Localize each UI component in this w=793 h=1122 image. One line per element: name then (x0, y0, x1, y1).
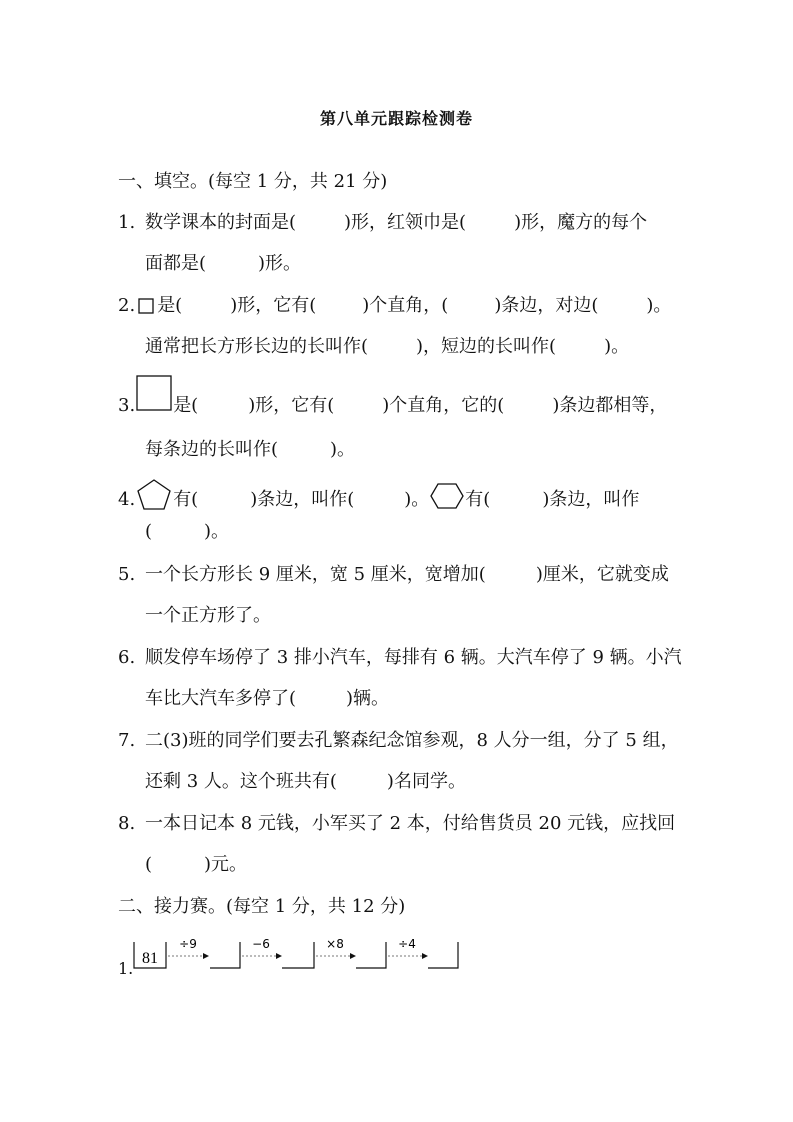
relay-diagram (118, 934, 478, 984)
section1-heading: 一、填空。(每空 1 分，共 21 分) (118, 171, 388, 192)
question-5-number: 5. (118, 564, 136, 585)
q2-text-g: )，短边的长叫作( (416, 336, 557, 357)
q1-text-b: )形，红领巾是( (344, 212, 467, 233)
q3-text-d: )条边都相等， (552, 395, 668, 416)
question-4-line-1 (118, 488, 639, 512)
q2-text-h: )。 (604, 336, 630, 357)
q8-text-a: 一本日记本 8 元钱，小军买了 2 本，付给售货员 20 元钱，应找回 (145, 813, 676, 834)
q5-text-b: )厘米，它就变成 (535, 564, 669, 585)
relay-op-1: ÷9 (179, 937, 197, 951)
question-8-line-1 (118, 812, 675, 836)
question-6-line-1 (118, 646, 682, 670)
q3-text-a: 是( (173, 395, 199, 416)
q4-text-c: )。 (404, 489, 430, 510)
q2-text-c: )个直角，( (362, 295, 449, 316)
page-title: 第八单元跟踪检测卷 (319, 109, 473, 128)
question-1-line-2 (145, 252, 301, 276)
question-2-line-1 (118, 294, 671, 318)
question-4-line-2 (145, 520, 229, 544)
q1-text-c: )形，魔方的每个 (514, 212, 648, 233)
question-3-line-2 (145, 438, 355, 462)
q1-text-e: )形。 (258, 253, 302, 274)
relay-answer-box-1[interactable] (210, 942, 240, 968)
small-square-icon (135, 297, 157, 315)
q2-text-d: )条边，对边( (494, 295, 599, 316)
q2-text-b: )形，它有( (230, 295, 317, 316)
question-4-number: 4. (118, 489, 136, 510)
question-6-number: 6. (118, 647, 136, 668)
relay-chain (118, 934, 478, 984)
q3-text-e: 每条边的长叫作( (145, 439, 279, 460)
q1-text-d: 面都是( (145, 253, 207, 274)
relay-op-3: ×8 (326, 937, 344, 951)
q8-text-c: )元。 (204, 854, 248, 875)
relay-step-2 (242, 937, 282, 959)
q7-text-b: 还剩 3 人。这个班共有( (145, 771, 337, 792)
question-7-line-1 (118, 729, 679, 753)
question-6-line-2 (145, 687, 389, 711)
pentagon-icon (135, 478, 173, 512)
q7-text-c: )名同学。 (386, 771, 466, 792)
relay-answer-box-4[interactable] (428, 942, 458, 968)
relay-answer-box-3[interactable] (356, 942, 386, 968)
relay-start-box (134, 942, 166, 968)
relay-op-4: ÷4 (398, 937, 416, 951)
q4-text-g: )。 (204, 521, 230, 542)
q4-text-f: ( (145, 521, 153, 542)
q1-text-a: 数学课本的封面是( (145, 212, 297, 233)
q3-text-f: )。 (330, 439, 356, 460)
q2-text-a: 是( (157, 295, 183, 316)
question-3-line-1 (118, 394, 667, 418)
relay-step-4 (388, 937, 428, 959)
question-1-number: 1. (118, 212, 136, 233)
relay-op-2: −6 (252, 937, 270, 951)
q2-text-e: )。 (646, 295, 672, 316)
question-7-number: 7. (118, 730, 136, 751)
square-shape-icon (135, 374, 173, 412)
q4-text-a: 有( (173, 489, 199, 510)
q6-text-b: 车比大汽车多停了( (145, 688, 297, 709)
hexagon-icon (429, 481, 465, 511)
question-8-number: 8. (118, 813, 136, 834)
q3-text-c: )个直角，它的( (382, 395, 505, 416)
q5-text-a: 一个长方形长 9 厘米，宽 5 厘米，宽增加( (145, 564, 486, 585)
question-8-line-2 (145, 853, 247, 877)
q3-text-b: )形，它有( (248, 395, 335, 416)
q8-text-b: ( (145, 854, 153, 875)
question-2-line-2 (145, 335, 629, 359)
relay-step-1 (168, 937, 209, 959)
q4-text-e: )条边，叫作 (542, 489, 640, 510)
question-3-number: 3. (118, 395, 136, 416)
question-5-line-1 (118, 563, 669, 587)
relay-answer-box-2[interactable] (282, 942, 314, 968)
q6-text-a: 顺发停车场停了 3 排小汽车，每排有 6 辆。大汽车停了 9 辆。小汽 (145, 647, 682, 668)
q4-text-b: )条边，叫作( (250, 489, 355, 510)
question-5-line-2: 一个正方形了。 (145, 605, 271, 626)
question-2-number: 2. (118, 295, 136, 316)
q2-text-f: 通常把长方形长边的长叫作( (145, 336, 369, 357)
relay-start-value: 81 (142, 950, 158, 967)
relay-step-3 (316, 937, 356, 959)
q4-text-d: 有( (465, 489, 491, 510)
question-1-line-1 (118, 211, 647, 235)
relay-question-number: 1. (118, 959, 134, 978)
q6-text-c: )辆。 (346, 688, 390, 709)
question-7-line-2 (145, 770, 466, 794)
q7-text-a: 二(3)班的同学们要去孔繁森纪念馆参观，8 人分一组，分了 5 组， (145, 730, 679, 751)
section2-heading: 二、接力赛。(每空 1 分，共 12 分) (118, 896, 406, 917)
